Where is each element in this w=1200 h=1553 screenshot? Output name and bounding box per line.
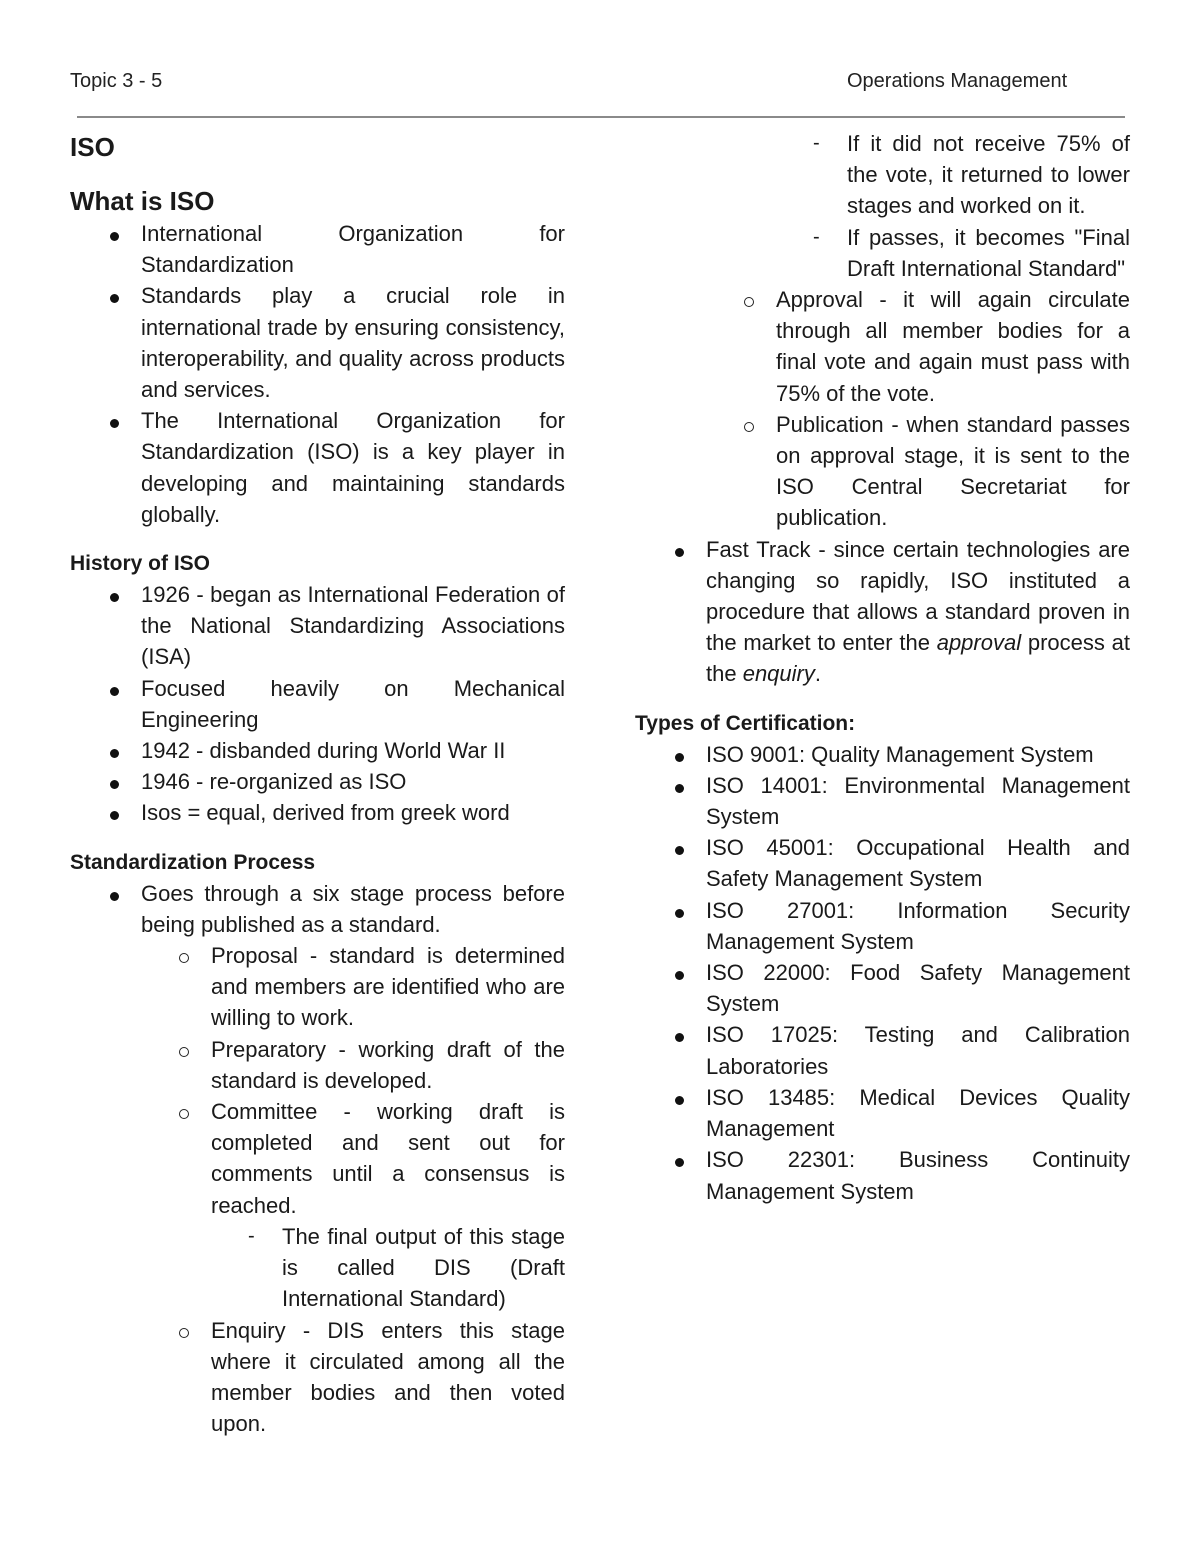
list-item: 1926 - began as International Federation of the National Standardizing Associations (ISA) bbox=[70, 579, 565, 673]
page-title: ISO bbox=[70, 132, 115, 162]
bullet-icon bbox=[675, 1158, 684, 1167]
list-item: ISO 22000: Food Safety Management System bbox=[635, 957, 1130, 1019]
bullet-icon bbox=[675, 846, 684, 855]
circle-bullet-icon bbox=[179, 1047, 189, 1057]
circle-bullet-icon bbox=[179, 953, 189, 963]
what-list bbox=[70, 218, 565, 530]
list-item: Focused heavily on Mechanical Engineering bbox=[70, 673, 565, 735]
list-item: ISO 9001: Quality Management System bbox=[635, 739, 1130, 770]
stage-preparatory: Preparatory - working draft of the standard is developed. bbox=[70, 1034, 565, 1096]
list-item: ISO 13485: Medical Devices Quality Management bbox=[635, 1082, 1130, 1144]
process-list-continued bbox=[635, 128, 1130, 690]
stage-committee-note: - The final output of this stage is called DIS (Draft International Standard) bbox=[70, 1221, 565, 1315]
header-topic: Topic 3 - 5 bbox=[70, 70, 163, 92]
dash-bullet-icon: - bbox=[248, 1224, 255, 1247]
bullet-icon bbox=[110, 419, 119, 428]
list-item: ISO 17025: Testing and Calibration Laboratories bbox=[635, 1019, 1130, 1081]
list-item: The International Organization for Standardization (ISO) is a key player in developing and maintaining standards globally. bbox=[70, 405, 565, 530]
bullet-icon bbox=[110, 811, 119, 820]
circle-bullet-icon bbox=[744, 297, 754, 307]
bullet-icon bbox=[675, 1033, 684, 1042]
circle-bullet-icon bbox=[744, 422, 754, 432]
what-heading: What is ISO bbox=[70, 186, 215, 216]
circle-bullet-icon bbox=[179, 1328, 189, 1338]
stage-approval: Approval - it will again circulate through all member bodies for a final vote and again must pass with 75% of the vote. bbox=[635, 284, 1130, 409]
list-item: ISO 14001: Environmental Management System bbox=[635, 770, 1130, 832]
left-column bbox=[70, 128, 565, 1439]
certification-heading: Types of Certification: bbox=[635, 711, 856, 735]
stage-enquiry: Enquiry - DIS enters this stage where it circulated among all the member bodies and then voted upon. bbox=[70, 1315, 565, 1440]
stage-enquiry-note: - If it did not receive 75% of the vote, it returned to lower stages and worked on it. bbox=[635, 128, 1130, 222]
bullet-icon bbox=[675, 1096, 684, 1105]
bullet-icon bbox=[110, 749, 119, 758]
process-heading: Standardization Process bbox=[70, 850, 316, 874]
stage-enquiry-note: - If passes, it becomes "Final Draft International Standard" bbox=[635, 222, 1130, 284]
bullet-icon bbox=[110, 780, 119, 789]
right-column bbox=[635, 128, 1130, 1207]
list-item: International Organization for Standardization bbox=[70, 218, 565, 280]
header-subject: Operations Management bbox=[847, 70, 1068, 92]
bullet-icon bbox=[675, 548, 684, 557]
bullet-icon bbox=[675, 971, 684, 980]
fast-track-item: Fast Track - since certain technologies are changing so rapidly, ISO instituted a procedure that allows a standard proven in the market to enter the approval process at the enquiry. bbox=[635, 534, 1130, 690]
list-item: Goes through a six stage process before being published as a standard. bbox=[70, 878, 565, 940]
bullet-icon bbox=[675, 784, 684, 793]
bullet-icon bbox=[110, 593, 119, 602]
bullet-icon bbox=[675, 753, 684, 762]
list-item: Standards play a crucial role in international trade by ensuring consistency, interoperability, and quality across products and services. bbox=[70, 280, 565, 405]
list-item: ISO 45001: Occupational Health and Safety Management System bbox=[635, 832, 1130, 894]
list-item: Isos = equal, derived from greek word bbox=[70, 797, 565, 828]
header-divider bbox=[77, 116, 1125, 118]
list-item: 1942 - disbanded during World War II bbox=[70, 735, 565, 766]
bullet-icon bbox=[110, 294, 119, 303]
stage-publication: Publication - when standard passes on approval stage, it is sent to the ISO Central Secretariat for publication. bbox=[635, 409, 1130, 534]
dash-bullet-icon: - bbox=[813, 225, 820, 248]
bullet-icon bbox=[110, 232, 119, 241]
dash-bullet-icon: - bbox=[813, 132, 820, 154]
bullet-icon bbox=[110, 687, 119, 696]
bullet-icon bbox=[675, 909, 684, 918]
stage-committee: Committee - working draft is completed and sent out for comments until a consensus is reached. bbox=[70, 1096, 565, 1221]
process-list bbox=[70, 878, 565, 1440]
stage-proposal: Proposal - standard is determined and members are identified who are willing to work. bbox=[70, 940, 565, 1034]
list-item: 1946 - re-organized as ISO bbox=[70, 766, 565, 797]
circle-bullet-icon bbox=[179, 1109, 189, 1119]
certification-list bbox=[635, 739, 1130, 1207]
list-item: ISO 22301: Business Continuity Management System bbox=[635, 1144, 1130, 1206]
bullet-icon bbox=[110, 892, 119, 901]
list-item: ISO 27001: Information Security Management System bbox=[635, 895, 1130, 957]
history-heading: History of ISO bbox=[70, 552, 211, 576]
history-list bbox=[70, 579, 565, 829]
